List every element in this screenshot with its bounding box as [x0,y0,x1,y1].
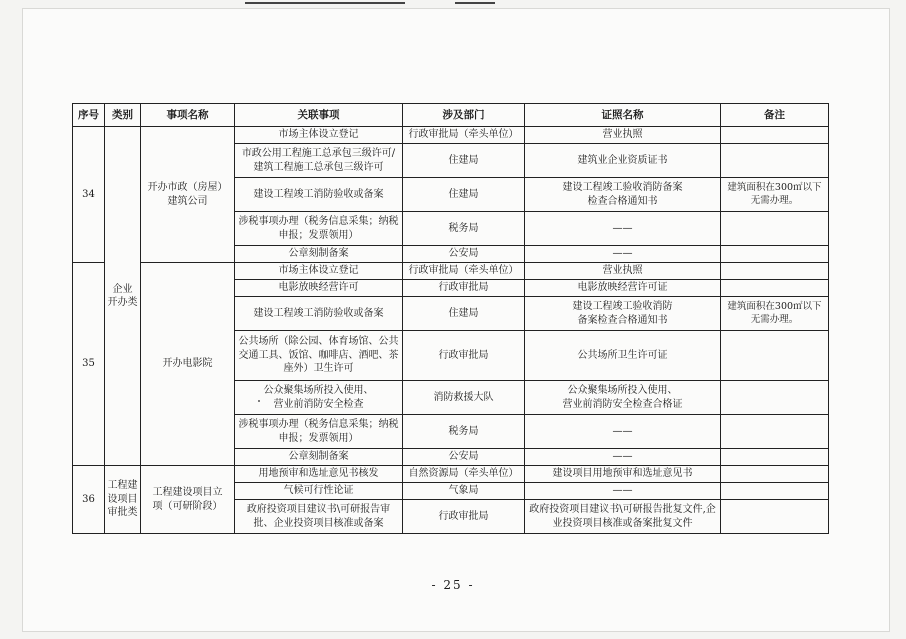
department-cell: 税务局 [403,212,525,246]
note-cell [721,263,829,280]
page-number: - 25 - [431,578,475,592]
table-row [73,466,829,483]
related-item-cell: 公章刻制备案 [235,449,403,466]
department-cell: 消防救援大队 [403,381,525,415]
related-item-cell: 用地预审和选址意见书核发 [235,466,403,483]
department-cell: 住建局 [403,178,525,212]
department-cell: 住建局 [403,297,525,331]
department-cell: 住建局 [403,144,525,178]
header-note: 备注 [721,104,829,127]
category-cell: 工程建 设项目 审批类 [105,466,141,534]
department-cell: 行政审批局 [403,280,525,297]
department-cell: 行政审批局（牵头单位） [403,127,525,144]
related-item-cell: 涉税事项办理（税务信息采集；纳税申报；发票领用） [235,415,403,449]
note-cell [721,483,829,500]
header-item-name: 事项名称 [141,104,235,127]
license-cell: 电影放映经营许可证 [525,280,721,297]
department-cell: 税务局 [403,415,525,449]
header-license: 证照名称 [525,104,721,127]
note-cell: 建筑面积在300㎡以下无需办理。 [721,178,829,212]
related-item-cell: 公众聚集场所投入使用、 营业前消防安全检查 [235,381,403,415]
license-cell: —— [525,415,721,449]
department-cell: 公安局 [403,246,525,263]
license-cell: 公众聚集场所投入使用、 营业前消防安全检查合格证 [525,381,721,415]
license-cell: 建设项目用地预审和选址意见书 [525,466,721,483]
header-category: 类别 [105,104,141,127]
related-item-cell: 市场主体设立登记 [235,263,403,280]
department-cell: 公安局 [403,449,525,466]
note-cell [721,127,829,144]
note-cell [721,381,829,415]
note-cell [721,331,829,381]
note-cell [721,466,829,483]
item-table [72,103,829,534]
note-cell [721,246,829,263]
note-cell [721,144,829,178]
header-department: 涉及部门 [403,104,525,127]
license-cell: 建设工程竣工验收消防备案 检查合格通知书 [525,178,721,212]
license-cell: —— [525,246,721,263]
category-cell: 企业 开办类 [105,127,141,466]
row-no: 35 [73,263,105,466]
license-cell: 营业执照 [525,263,721,280]
license-cell: 政府投资项目建议书\可研报告批复文件,企业投资项目核准或备案批复文件 [525,500,721,534]
table-row [73,263,829,280]
note-cell [721,212,829,246]
related-item-cell: 公共场所（除公园、体育场馆、公共交通工具、饭馆、咖啡店、酒吧、茶座外）卫生许可 [235,331,403,381]
department-cell: 行政审批局 [403,331,525,381]
license-cell: —— [525,449,721,466]
header-no: 序号 [73,104,105,127]
department-cell: 自然资源局（牵头单位） [403,466,525,483]
related-item-cell: 公章刻制备案 [235,246,403,263]
related-item-cell: 建设工程竣工消防验收或备案 [235,297,403,331]
department-cell: 行政审批局（牵头单位） [403,263,525,280]
scan-artifact [245,2,405,4]
license-cell: 建设工程竣工验收消防 备案检查合格通知书 [525,297,721,331]
row-no: 34 [73,127,105,263]
related-item-cell: 涉税事项办理（税务信息采集；纳税申报；发票领用） [235,212,403,246]
license-cell: 公共场所卫生许可证 [525,331,721,381]
related-item-cell: 市政公用工程施工总承包三级许可/建筑工程施工总承包三级许可 [235,144,403,178]
note-cell [721,500,829,534]
related-item-cell: 电影放映经营许可 [235,280,403,297]
item-name-cell: 开办市政（房屋） 建筑公司 [141,127,235,263]
row-no: 36 [73,466,105,534]
license-cell: —— [525,483,721,500]
department-cell: 行政审批局 [403,500,525,534]
department-cell: 气象局 [403,483,525,500]
related-item-cell: 政府投资项目建议书\可研报告审批、企业投资项目核准或备案 [235,500,403,534]
table-header-row [73,104,829,127]
scan-artifact [455,2,495,4]
note-cell: 建筑面积在300㎡以下无需办理。 [721,297,829,331]
note-cell [721,280,829,297]
license-cell: 营业执照 [525,127,721,144]
license-cell: 建筑业企业资质证书 [525,144,721,178]
related-item-cell: 气候可行性论证 [235,483,403,500]
related-item-cell: 建设工程竣工消防验收或备案 [235,178,403,212]
header-related-item: 关联事项 [235,104,403,127]
item-name-cell: 开办电影院 [141,263,235,466]
related-item-cell: 市场主体设立登记 [235,127,403,144]
note-cell [721,449,829,466]
note-cell [721,415,829,449]
license-cell: —— [525,212,721,246]
table-row [73,127,829,144]
item-name-cell: 工程建设项目立 项（可研阶段） [141,466,235,534]
